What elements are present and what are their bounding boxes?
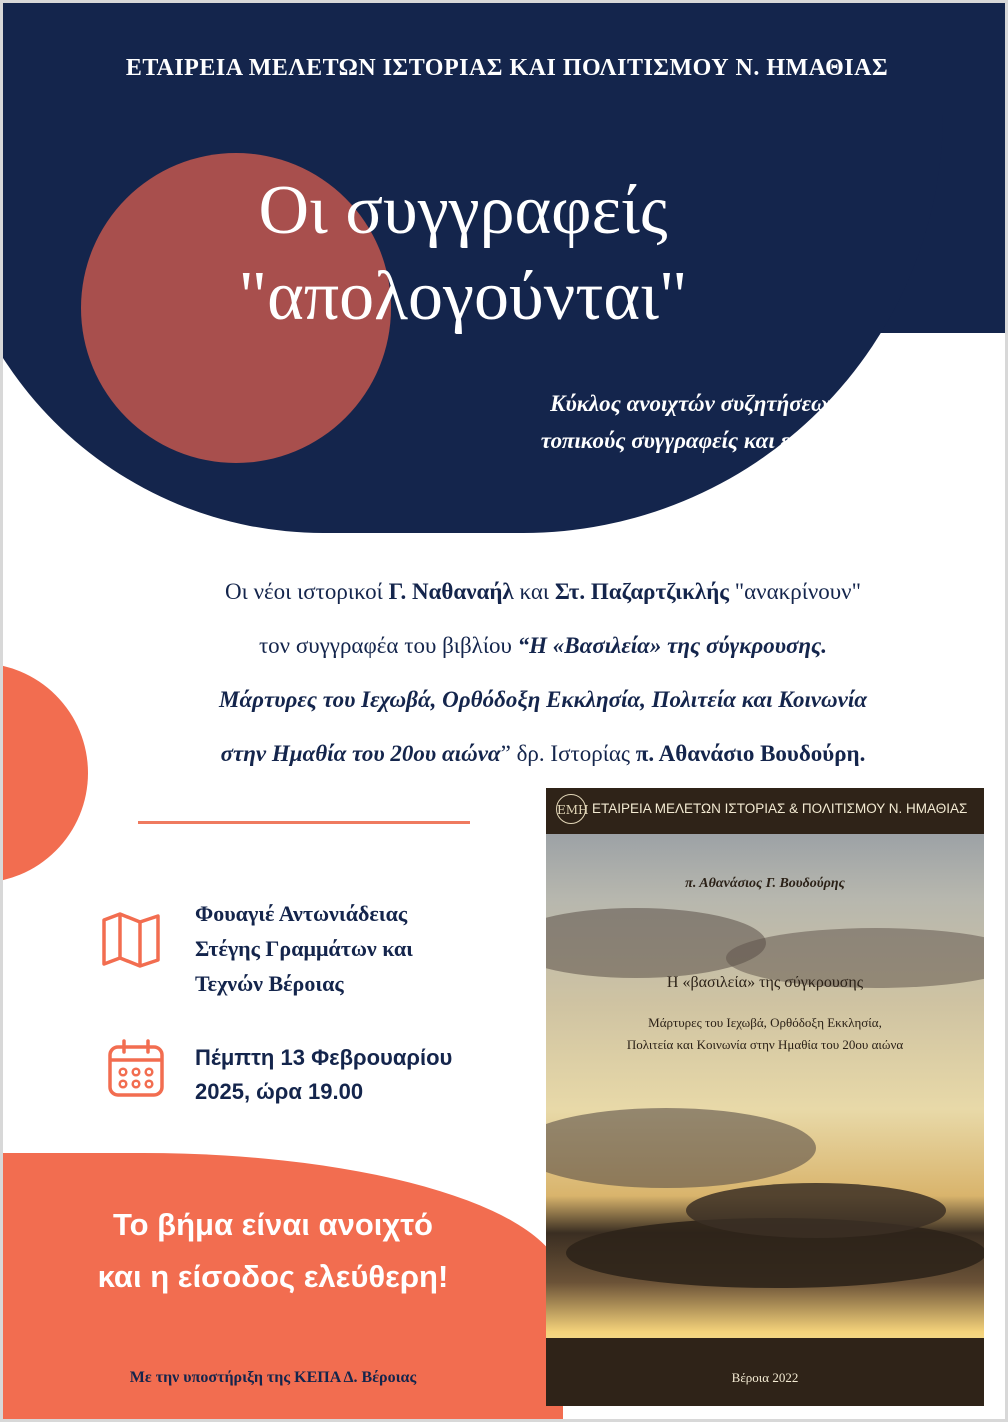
- date-line1: Πέμπτη 13 Φεβρουαρίου: [195, 1045, 453, 1070]
- divider-line: [138, 821, 470, 824]
- historian-name-2: Στ. Παζαρτζικλής: [554, 579, 729, 604]
- free-entry-line1: Το βήμα είναι ανοιχτό: [113, 1207, 433, 1242]
- author-name: π. Αθανάσιο Βουδούρη.: [635, 741, 866, 766]
- book-organization: ΕΤΑΙΡΕΙΑ ΜΕΛΕΤΩΝ ΙΣΤΟΡΙΑΣ & ΠΟΛΙΤΙΣΜΟΥ Ν. ΗΜΑΘΙΑΣ: [592, 801, 968, 816]
- book-cover-image: [546, 788, 984, 1406]
- venue-line2: Στέγης Γραμμάτων και: [195, 936, 413, 961]
- map-icon: [100, 908, 162, 970]
- venue-line3: Τεχνών Βέροιας: [195, 971, 344, 996]
- venue: [195, 896, 525, 1001]
- cloud-shape: [686, 1183, 946, 1238]
- description-line1: [98, 565, 988, 619]
- subtitle-line1: Κύκλος ανοιχτών συζητήσεων με: [550, 391, 866, 416]
- event-date: [195, 1041, 525, 1109]
- coral-circle-decoration: [0, 663, 88, 883]
- description-text: και: [513, 579, 555, 604]
- calendar-icon: [106, 1038, 166, 1098]
- free-entry-text: [3, 1199, 543, 1303]
- book-author: π. Αθανάσιος Γ. Βουδούρης: [685, 876, 845, 891]
- sponsor-text: Με την υποστήριξη της ΚΕΠΑ Δ. Βέροιας: [129, 1369, 417, 1386]
- book-subtitle-line1: Μάρτυρες του Ιεχωβά, Ορθόδοξη Εκκλησία,: [648, 1015, 882, 1030]
- event-description: [98, 565, 988, 781]
- description-text: Οι νέοι ιστορικοί: [225, 579, 389, 604]
- main-title-line1: Οι συγγραφείς: [258, 172, 668, 249]
- book-title-part: στην Ημαθία του 20ου αιώνα: [220, 741, 501, 766]
- main-title: [3, 168, 923, 340]
- description-text: τον συγγραφέα του βιβλίου: [258, 633, 518, 658]
- description-line4: [98, 727, 988, 781]
- venue-line1: Φουαγιέ Αντωνιάδειας: [195, 901, 408, 926]
- book-publication-place: Βέροια 2022: [731, 1370, 799, 1385]
- historian-name-1: Γ. Ναθαναήλ: [388, 579, 514, 604]
- book-title: Η «βασιλεία» της σύγκρουσης: [666, 974, 864, 991]
- book-subtitle: [546, 1012, 984, 1056]
- subtitle: [473, 385, 943, 459]
- main-title-line2: "απολογούνται": [238, 258, 688, 335]
- book-logo: ΕΜΗ: [556, 794, 586, 824]
- description-text: ” δρ. Ιστορίας: [500, 741, 636, 766]
- subtitle-line2: τοπικούς συγγραφείς και ερευνητές: [540, 428, 876, 453]
- description-line3: [98, 673, 988, 727]
- book-subtitle-line2: Πολιτεία και Κοινωνία στην Ημαθία του 20ου αιώνα: [626, 1037, 904, 1052]
- organization-title: ΕΤΑΙΡΕΙΑ ΜΕΛΕΤΩΝ ΙΣΤΟΡΙΑΣ ΚΑΙ ΠΟΛΙΤΙΣΜΟΥ Ν. ΗΜΑΘΙΑΣ: [125, 55, 889, 81]
- description-text: "ανακρίνουν": [728, 579, 861, 604]
- free-entry-line2: και η είσοδος ελεύθερη!: [97, 1259, 449, 1294]
- description-line2: [98, 619, 988, 673]
- date-line2: 2025, ώρα 19.00: [195, 1079, 364, 1104]
- book-title-part: “Η «Βασιλεία» της σύγκρουσης.: [517, 633, 828, 658]
- cloud-shape: [546, 1108, 816, 1188]
- book-title-part: Μάρτυρες του Ιεχωβά, Ορθόδοξη Εκκλησία, Πολιτεία και Κοινωνία: [219, 687, 867, 712]
